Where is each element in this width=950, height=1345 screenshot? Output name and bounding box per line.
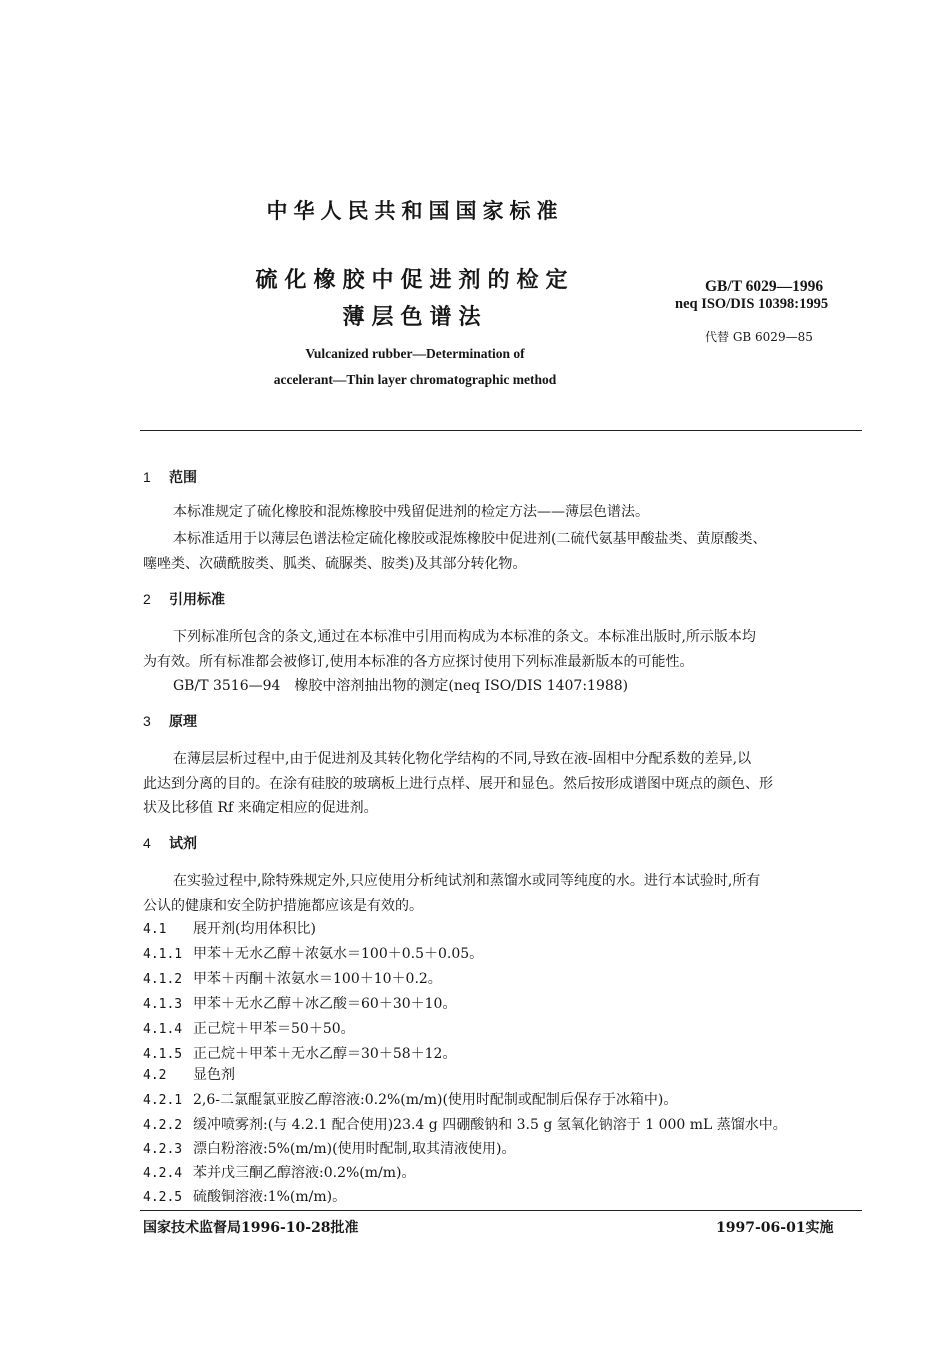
section-number: 3	[143, 713, 151, 729]
section-number: 2	[143, 591, 151, 607]
item-number: 4.2	[143, 1068, 167, 1083]
paragraph: 为有效。所有标准都会被修订,使用本标准的各方应探讨使用下列标准最新版本的可能性。	[143, 654, 694, 670]
paragraph: 下列标准所包含的条文,通过在本标准中引用而构成为本标准的条文。本标准出版时,所示版本均	[173, 629, 756, 645]
approval-date: 国家技术监督局1996-10-28批准	[143, 1220, 359, 1236]
item-number: 4.1.4	[143, 1022, 183, 1037]
list-item	[143, 968, 442, 988]
title-cn-line1: 硫化橡胶中促进剂的检定	[255, 267, 575, 293]
item-number: 4.1.3	[143, 997, 183, 1012]
item-text: 缓冲喷雾剂:(与 4.2.1 配合使用)23.4 g 四硼酸钠和 3.5 g 氢氧化钠溶于 1 000 mL 蒸馏水中。	[193, 1117, 787, 1133]
section-title: 原理	[169, 714, 197, 730]
item-text: 甲苯＋无水乙醇＋冰乙酸＝60＋30＋10。	[193, 996, 457, 1012]
implementation-date: 1997-06-01实施	[716, 1220, 834, 1236]
paragraph: 本标准适用于以薄层色谱法检定硫化橡胶或混炼橡胶中促进剂(二硫代氨基甲酸盐类、黄原酸类、	[173, 531, 767, 547]
list-item	[143, 1162, 415, 1182]
item-text: 2,6-二氯醌氯亚胺乙醇溶液:0.2%(m/m)(使用时配制或配制后保存于冰箱中)。	[193, 1092, 678, 1108]
item-text: 显色剂	[193, 1067, 235, 1083]
list-item	[143, 993, 456, 1013]
item-number: 4.2.4	[143, 1166, 183, 1181]
footer-divider	[140, 1210, 862, 1211]
list-item	[143, 1186, 346, 1206]
title-en-line2: accelerant—Thin layer chromatographic method	[273, 372, 557, 387]
title-en-line1: Vulcanized rubber—Determination of	[305, 346, 525, 361]
item-text: 正己烷＋甲苯＝50＋50。	[193, 1021, 355, 1037]
item-text: 漂白粉溶液:5%(m/m)(使用时配制,取其清液使用)。	[193, 1141, 516, 1157]
section-4-heading	[143, 833, 197, 853]
item-number: 4.2.2	[143, 1118, 183, 1133]
item-number: 4.1.2	[143, 972, 183, 987]
item-number: 4.2.3	[143, 1142, 183, 1157]
section-number: 4	[143, 835, 151, 851]
section-1-heading	[143, 467, 197, 487]
list-item	[143, 1018, 355, 1038]
list-item	[143, 1138, 516, 1158]
item-text: 苯并戊三酮乙醇溶液:0.2%(m/m)。	[193, 1165, 416, 1181]
list-item	[143, 1089, 677, 1109]
list-item	[143, 918, 316, 938]
national-standard-heading: 中华人民共和国国家标准	[266, 198, 564, 223]
item-number: 4.1.5	[143, 1047, 183, 1062]
section-3-heading	[143, 711, 197, 731]
item-text: 甲苯＋无水乙醇＋浓氨水＝100＋0.5＋0.05。	[193, 946, 484, 962]
paragraph: 公认的健康和安全防护措施都应该是有效的。	[143, 898, 423, 914]
list-item	[143, 943, 483, 963]
section-title: 范围	[169, 470, 197, 486]
paragraph: 此达到分离的目的。在涂有硅胶的玻璃板上进行点样、展开和显色。然后按形成谱图中斑点的颜色、形	[143, 776, 773, 792]
section-number: 1	[143, 469, 151, 485]
referenced-standard: GB/T 3516—94 橡胶中溶剂抽出物的测定(neq ISO/DIS 1407:1988)	[173, 678, 629, 694]
list-item	[143, 1064, 235, 1084]
item-number: 4.1	[143, 922, 167, 937]
paragraph: 状及比移值 Rf 来确定相应的促进剂。	[143, 800, 378, 816]
paragraph: 本标准规定了硫化橡胶和混炼橡胶中残留促进剂的检定方法——薄层色谱法。	[173, 504, 649, 520]
item-text: 硫酸铜溶液:1%(m/m)。	[193, 1189, 347, 1205]
item-number: 4.2.5	[143, 1190, 183, 1205]
standard-code: GB/T 6029—1996	[705, 278, 824, 295]
list-item	[143, 1114, 787, 1134]
replaces-note: 代替 GB 6029—85	[705, 330, 813, 344]
paragraph: 在薄层层析过程中,由于促进剂及其转化物化学结构的不同,导致在液-固相中分配系数的差异,以	[173, 751, 752, 767]
paragraph: 在实验过程中,除特殊规定外,只应使用分析纯试剂和蒸馏水或同等纯度的水。进行本试验时,所有	[173, 873, 761, 889]
item-number: 4.2.1	[143, 1093, 183, 1108]
section-title: 试剂	[169, 836, 197, 852]
header-divider	[140, 430, 862, 431]
list-item	[143, 1043, 456, 1063]
title-cn-line2: 薄层色谱法	[342, 304, 488, 330]
item-text: 甲苯＋丙酮＋浓氨水＝100＋10＋0.2。	[193, 971, 442, 987]
item-number: 4.1.1	[143, 947, 183, 962]
section-title: 引用标准	[169, 592, 225, 608]
paragraph: 噻唑类、次磺酰胺类、胍类、硫脲类、胺类)及其部分转化物。	[143, 556, 527, 572]
item-text: 展开剂(均用体积比)	[193, 921, 316, 937]
item-text: 正己烷＋甲苯＋无水乙醇＝30＋58＋12。	[193, 1046, 457, 1062]
section-2-heading	[143, 589, 225, 609]
standard-equivalence: neq ISO/DIS 10398:1995	[675, 296, 829, 312]
